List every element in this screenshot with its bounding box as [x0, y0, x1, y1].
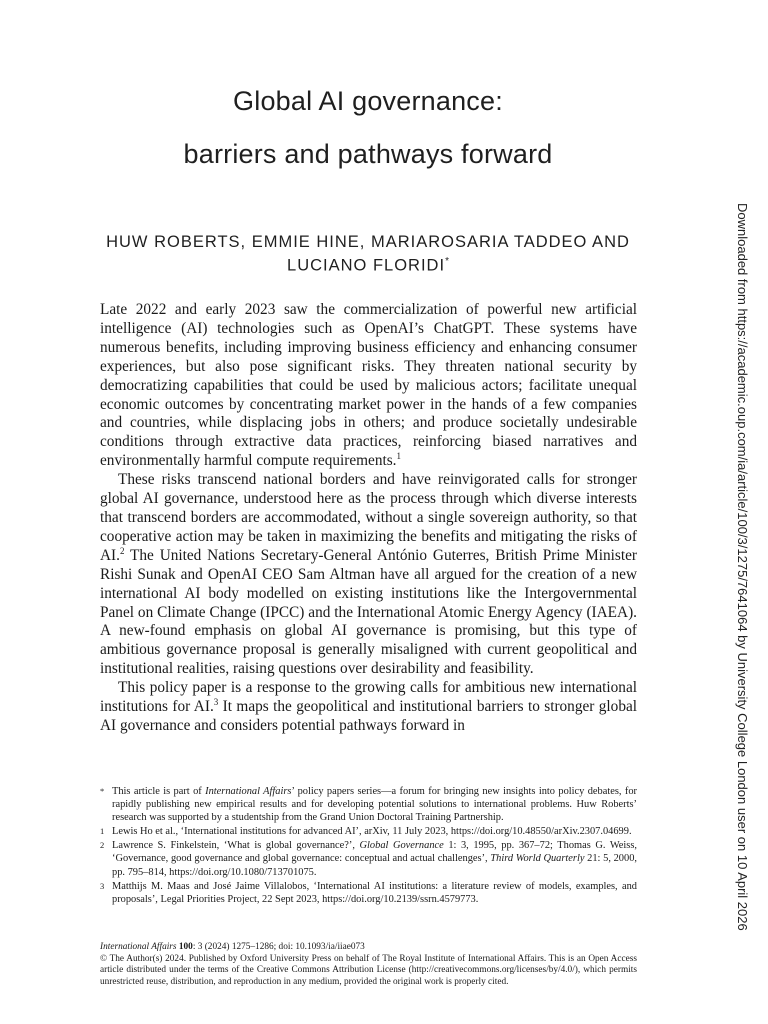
footnote-marker: 2 — [100, 840, 105, 851]
footnote-italic: International Affairs — [205, 786, 292, 797]
footnote-italic: Global Governance — [359, 840, 444, 852]
citation-line — [100, 942, 637, 954]
footnote-text: Lawrence S. Finkelstein, ‘What is global governance?’, — [112, 840, 360, 852]
article-title-line-1: Global AI governance: — [233, 86, 503, 116]
author-footnote-marker: * — [445, 256, 449, 267]
footnote-text: Matthijs M. Maas and José Jaime Villalobos, ‘International AI institutions: a literature review of models, examples, and proposals’, Legal Priorities Project, 22 Sept 2023, https://doi.org/10.2139/ssrn.4579773. — [112, 880, 637, 905]
author-name-floridi: LUCIANO FLORIDI — [287, 256, 446, 275]
paragraph-text: These risks transcend national borders and have reinvigorated calls for stronger global AI governance, understood here as the process through which diverse interests that transcend borders are accommodated, without a single sovereign authority, so that cooperative action may be taken in maximizing the benefits and mitigating the risks of AI. — [100, 471, 637, 564]
footnote-marker: 3 — [100, 880, 105, 891]
citation-details: : 3 (2024) 1275–1286; doi: 10.1093/ia/iiae073 — [192, 942, 365, 952]
footnote-2 — [100, 839, 637, 878]
article-title-line-2: barriers and pathways forward — [183, 139, 553, 169]
footnote-marker: 1 — [100, 826, 105, 837]
footnote-ref-3[interactable]: 3 — [213, 696, 219, 707]
journal-volume: 100 — [178, 942, 193, 952]
paragraph-text-continued: The United Nations Secretary-General António Guterres, British Prime Minister Rishi Sunak and OpenAI CEO Sam Altman have all argued for the creation of a new international AI body modelled on existing institutions like the Intergovernmental Panel on Climate Change (IPCC) and the International Atomic Energy Agency (IAEA). A new-found emphasis on global AI governance is promising, but this type of ambitious governance proposal is generally misaligned with current geopolitical and institutional realities, raising questions over desirability and feasibility. — [100, 546, 637, 678]
author-list — [90, 233, 646, 276]
footnote-italic: Third World Quarterly — [490, 853, 585, 865]
footnote-marker: * — [100, 786, 105, 796]
author-line-1: HUW ROBERTS, EMMIE HINE, MARIAROSARIA TADDEO AND — [106, 233, 630, 251]
license-text: © The Author(s) 2024. Published by Oxford University Press on behalf of The Royal Institute of International Affairs. This is an Open Access article distributed under the terms of the Creative Commons Attribution License (http://creativecommons.org/licenses/by/4.0/), which permits unrestricted reuse, distribution, and reproduction in any medium, provided the original work is properly cited. — [100, 953, 637, 988]
footnote-ref-1[interactable]: 1 — [396, 451, 401, 462]
footnote-text: ’ policy papers series—a forum for bringing new insights into policy debates, for rapidly publishing new empirical results and for developing potential solutions to international problems. Huw Roberts’ research was supported by a studentship from the Grand Union Doctoral Training Partnership. — [112, 786, 637, 824]
body-paragraph-2 — [100, 471, 637, 679]
paragraph-text: This policy paper is a response to the growing calls for ambitious new international institutions for AI. — [100, 679, 637, 716]
download-watermark-text: Downloaded from https://academic.oup.com/ia/article/100/3/1275/7641064 by University College London user on 10 April 2026 — [735, 203, 750, 931]
footnote-1 — [100, 825, 637, 838]
citation-block — [100, 942, 637, 989]
footnote-text: 1: 3, 1995, pp. 367–72; Thomas G. Weiss, ‘Governance, good governance and global governance: conceptual and actual challenges’, — [112, 840, 637, 865]
footnotes — [100, 785, 637, 907]
footnote-text: This article is part of — [112, 786, 206, 797]
footnote-star — [100, 785, 637, 824]
footnote-ref-2[interactable]: 2 — [119, 545, 125, 556]
author-line-2 — [90, 252, 646, 276]
footnote-text: 21: 5, 2000, pp. 795–814, https://doi.org/10.1080/713701075. — [112, 853, 637, 878]
body-paragraph-1 — [100, 301, 637, 471]
journal-name: International Affairs — [100, 942, 177, 952]
body-paragraph-3 — [100, 679, 637, 736]
paragraph-text-continued: It maps the geopolitical and institutional barriers to stronger global AI governance and considers potential pathways forward in — [100, 698, 638, 734]
footnote-text: Lewis Ho et al., ‘International institutions for advanced AI’, arXiv, 11 July 2023, https://doi.org/10.48550/arXiv.2307.04699. — [112, 826, 632, 838]
article-body — [100, 301, 637, 736]
footnote-3 — [100, 880, 637, 906]
paragraph-text: Late 2022 and early 2023 saw the commercialization of powerful new artificial intelligence (AI) technologies such as OpenAI’s ChatGPT. These systems have numerous benefits, including improving business efficiency and enhancing consumer experiences, but also pose significant risks. They threaten national security by democratizing capabilities that could be used by malicious actors; facilitate unequal economic outcomes by concentrating market power in the hands of a few companies and countries, while displacing jobs in others; and produce societally undesirable conditions through extractive data practices, reinforcing biased narratives and environmentally harmful compute requirements. — [100, 301, 637, 470]
